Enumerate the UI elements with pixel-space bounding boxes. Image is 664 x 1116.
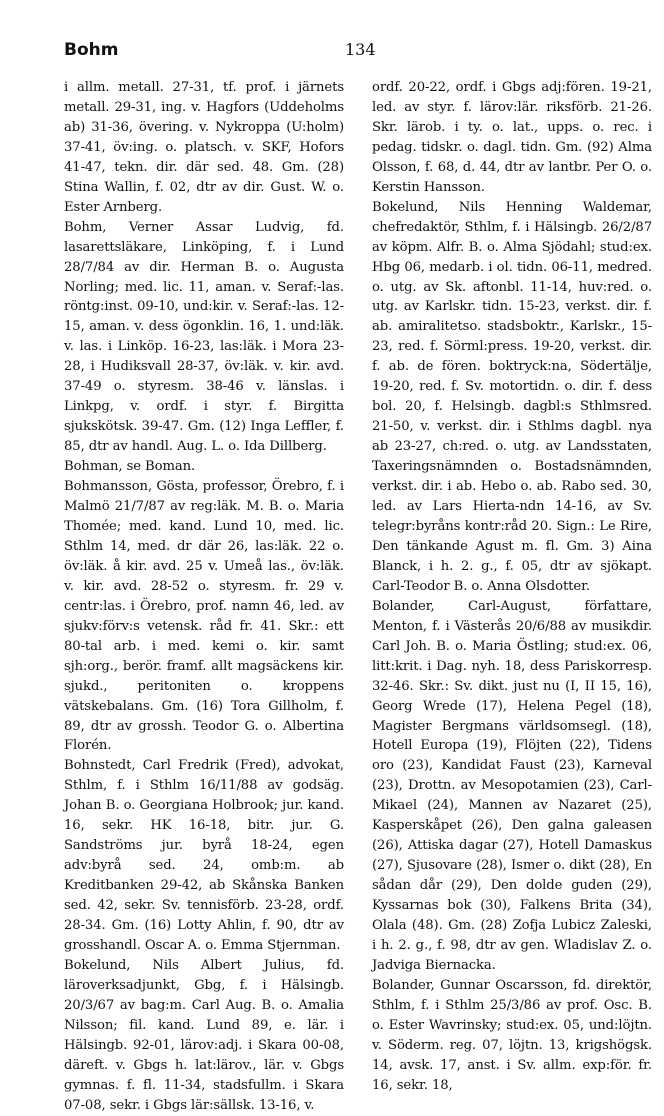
running-head-title: Bohm bbox=[64, 40, 119, 60]
entry-bohman: Bohman, se Boman. bbox=[64, 459, 196, 475]
right-column bbox=[372, 78, 652, 1096]
entry-continuation: ordf. 20-22, ordf. i Gbgs adj:fören. 19-21, led. av styr. f. lärov:lär. riksförb. 21-26. Skr. lärob. i ty. o. lat., upps. o. rec. i pedag. tidskr. o. dagl. tidn. Gm. (92) Alma Olsson, f. 68, d. 44, dtr av lantbr. Per O. o. Kerstin Hansson. bbox=[372, 80, 652, 195]
entry-bolander-gunnar: Bolander, Gunnar Oscarsson, fd. direktör, Sthlm, f. i Sthlm 25/3/86 av prof. Osc. B. o. Ester Wavrinsky; stud:ex. 05, und:löjtn. v. Söderm. reg. 07, löjtn. 13, krigshögsk. 14, avsk. 17, anst. i Sv. allm. exp:för. fr. 16, sekr. 18, bbox=[372, 977, 652, 1093]
page-number: 134 bbox=[345, 40, 376, 59]
left-column bbox=[64, 78, 344, 1116]
entry-continuation: i allm. metall. 27-31, tf. prof. i järnets metall. 29-31, ing. v. Hagfors (Uddeholms ab) 31-36, övering. v. Nykroppa (U:holm) 37-41, öv:ing. o. platsch. v. SKF, Hofors 41-47, tekn. dir. där sed. 48. Gm. (28) Stina Wallin, f. 02, dtr av dir. Gust. W. o. Ester Arnberg. bbox=[64, 80, 344, 215]
entry-bohmansson-gosta: Bohmansson, Gösta, professor, Örebro, f. i Malmö 21/7/87 av reg:läk. M. B. o. Maria Thomée; med. kand. Lund 10, med. lic. Sthlm 14, med. dr där 26, las:läk. 22 o. öv:läk. å kir. avd. 25 v. Umeå las., öv:läk. v. kir. avd. 28-52 o. styresm. fr. 29 v. centr:las. i Örebro, prof. namn 46, led. av sjukv:förv:s vetensk. råd fr. 41. Skr.: ett 80-tal arb. i med. kemi o. kir. samt sjh:org., berör. framf. allt magsäckens kir. sjukd., peritoniten o. kroppens vätskebalans. Gm. (16) Tora Gillholm, f. 89, dtr av grossh. Teodor G. o. Albertina Florén. bbox=[64, 479, 344, 754]
page-header bbox=[64, 40, 654, 66]
entry-bokelund-nils-albert: Bokelund, Nils Albert Julius, fd. läroverksadjunkt, Gbg, f. i Hälsingb. 20/3/67 av bag:m. Carl Aug. B. o. Amalia Nilsson; fil. kand. Lund 89, e. lär. i Hälsingb. 92-01, lärov:adj. i Skara 00-08, däreft. v. Gbgs h. lat:lärov., lär. v. Gbgs gymnas. f. fl. 11-34, stadsfullm. i Skara 07-08, sekr. i Gbgs lär:sällsk. 13-16, v. bbox=[64, 957, 344, 1113]
entry-bohnstedt-carl: Bohnstedt, Carl Fredrik (Fred), advokat, Sthlm, f. i Sthlm 16/11/88 av godsäg. Johan B. o. Georgiana Holbrook; jur. kand. 16, sekr. HK 16-18, bitr. jur. G. Sandströms jur. byrå 18-24, egen adv:byrå sed. 24, omb:m. ab Kreditbanken 29-42, ab Skånska Banken sed. 42, sekr. Sv. tennisförb. 23-28, ordf. 28-34. Gm. (16) Lotty Ahlin, f. 90, dtr av grosshandl. Oscar A. o. Emma Stjernman. bbox=[64, 758, 344, 953]
entry-bokelund-nils-henning: Bokelund, Nils Henning Waldemar, chefredaktör, Sthlm, f. i Hälsingb. 26/2/87 av köpm. Alfr. B. o. Alma Sjödahl; stud:ex. Hbg 06, medarb. i ol. tidn. 06-11, medred. o. utg. av Sk. aftonbl. 11-14, huv:red. o. utg. av Karlskr. tidn. 15-23, verkst. dir. f. ab. amiralitetsο. stadsboktr., Karlskr., 15-23, red. f. Sörml:press. 19-20, verkst. dir. f. ab. de fören. boktryck:na, Södertälje, 19-20, red. f. Sv. motortidn. o. dir. f. dess bol. 20, f. Helsingb. dagbl:s Sthlmsred. 21-50, v. verkst. dir. i Sthlms dagbl. nya ab 23-27, ch:red. o. utg. av Landsstaten, Taxeringsnämnden o. Bostadsnämnden, verkst. dir. i ab. Hebo o. ab. Rabo sed. 30, led. av Lars Hierta-ndn 14-16, av Sv. telegr:byråns kontr:råd 20. Sign.: Le Rire, Den tänkande Agust m. fl. Gm. 3) Aina Blanck, i h. 2. g., f. 05, dtr av sjökapt. Carl-Teodor B. o. Anna Olsdotter. bbox=[372, 199, 652, 594]
entry-bohm-verner: Bohm, Verner Assar Ludvig, fd. lasarettsläkare, Linköping, f. i Lund 28/7/84 av dir. Herman B. o. Augusta Norling; med. lic. 11, aman. v. Seraf:-las. röntg:inst. 09-10, und:kir. v. Seraf:-las. 12-15, aman. v. dess ögonklin. 16, 1. und:läk. v. las. i Linköp. 16-23, las:läk. i Mora 23-28, i Hudiksvall 28-37, öv:läk. v. kir. avd. 37-49 o. styresm. 38-46 v. länslas. i Linkpg, v. ordf. i styr. f. Birgitta sjukskötsk. 39-47. Gm. (12) Inga Leffler, f. 85, dtr av handl. Aug. L. o. Ida Dillberg. bbox=[64, 219, 344, 455]
entry-bolander-carl-august: Bolander, Carl-August, författare, Menton, f. i Västerås 20/6/88 av musikdir. Carl Joh. B. o. Maria Östling; stud:ex. 06, litt:krit. i Dag. nyh. 18, dess Pariskorresp. 32-46. Skr.: Sv. dikt. just nu (I, II 15, 16), Georg Wrede (17), Helena Pegel (18), Magister Bergmans världsomsegl. (18), Hotell Europa (19), Flöjten (22), Tidens oro (23), Kandidat Faust (23), Karneval (23), Drottn. av Mesopotamien (23), Carl-Mikael (24), Mannen av Nazaret (25), Kasperskåpet (26), Den galna galeasen (26), Attiska dagar (27), Hotell Damaskus (27), Sjusovare (28), Ismer o. dikt (28), En sådan dår (29), Den dolde guden (29), Kyssarnas bok (30), Falkens Brita (34), Olala (48). Gm. (28) Zofja Lubicz Zaleski, i h. 2. g., f. 98, dtr av gen. Wladislav Z. o. Jadviga Biernacka. bbox=[372, 598, 652, 973]
